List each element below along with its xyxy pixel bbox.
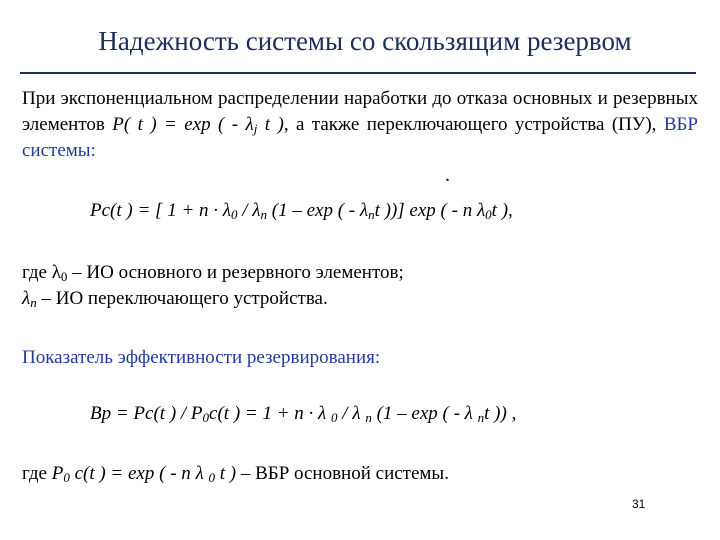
intro-formula-end: t ) (257, 114, 284, 135)
w2-c: c(t ) = exp ( - n λ (69, 463, 209, 484)
bullet-dot: . (445, 164, 450, 186)
intro-text-2: , а также переключающего устройства (ПУ), (283, 114, 664, 135)
f1-part-c: (1 – exp ( - λ (267, 200, 369, 221)
f2-part-b: c(t ) = 1 + n · λ (209, 403, 332, 424)
w1-d: – ИО переключающего устройства. (36, 288, 328, 309)
intro-formula-main: P( t ) = exp ( - λ (112, 114, 254, 135)
w2-d: t ) (215, 463, 237, 484)
intro-blue-text: ВБР системы: (22, 114, 698, 161)
f1-sub-02: 0 (485, 207, 492, 222)
w2-e: – ВБР основной системы. (236, 463, 449, 484)
f2-part-a: Bp = Pc(t ) / P (90, 403, 203, 424)
f2-sub-02: 0 (331, 410, 338, 425)
w1-sub0: 0 (60, 269, 68, 284)
f2-part-c: / λ (337, 403, 366, 424)
w2-formula (52, 463, 236, 484)
f1-part-e: t ), (491, 200, 513, 221)
f2-part-e: t )) , (484, 403, 517, 424)
f1-part-b: / λ (237, 200, 261, 221)
intro-formula-sub: j (253, 121, 258, 136)
f2-part-d: (1 – exp ( - λ (371, 403, 478, 424)
f1-part-d: t ))] exp ( - n λ (374, 200, 486, 221)
slide-title: Надежность системы со скользящим резервом (98, 26, 632, 56)
intro-text-1: При экспоненциальном распределении наработки до отказа основных и резервных элементов (22, 88, 698, 135)
formula-efficiency (90, 403, 516, 425)
intro-formula (112, 114, 284, 135)
page-number: 31 (632, 497, 646, 511)
where-definitions-2 (22, 461, 698, 487)
f1-part-a: Pc(t ) = [ 1 + n · λ (90, 200, 231, 221)
where-definitions-1 (22, 260, 698, 312)
where1-line1 (22, 260, 698, 286)
where1-line2 (22, 286, 698, 312)
formula-reliability (90, 200, 513, 222)
f1-sub-n2: n (368, 207, 375, 222)
intro-paragraph (22, 86, 698, 164)
f2-sub-n: n (365, 410, 372, 425)
efficiency-heading: Показатель эффективности резервирования: (22, 347, 381, 368)
w2-a: где (22, 463, 52, 484)
f2-sub-n2: n (477, 410, 485, 425)
f1-sub-0: 0 (231, 207, 238, 222)
title-underline (20, 72, 696, 74)
w2-b: P (51, 463, 64, 484)
w2-sub0: 0 (63, 470, 70, 485)
w1-a: где λ (22, 262, 61, 283)
w2-sub02: 0 (208, 470, 215, 485)
w1-subn: n (30, 295, 37, 310)
f2-sub-0: 0 (202, 410, 210, 425)
w1-c: λ (22, 288, 31, 309)
w1-b: – ИО основного и резервного элементов; (67, 262, 404, 283)
f1-sub-n: n (260, 207, 268, 222)
